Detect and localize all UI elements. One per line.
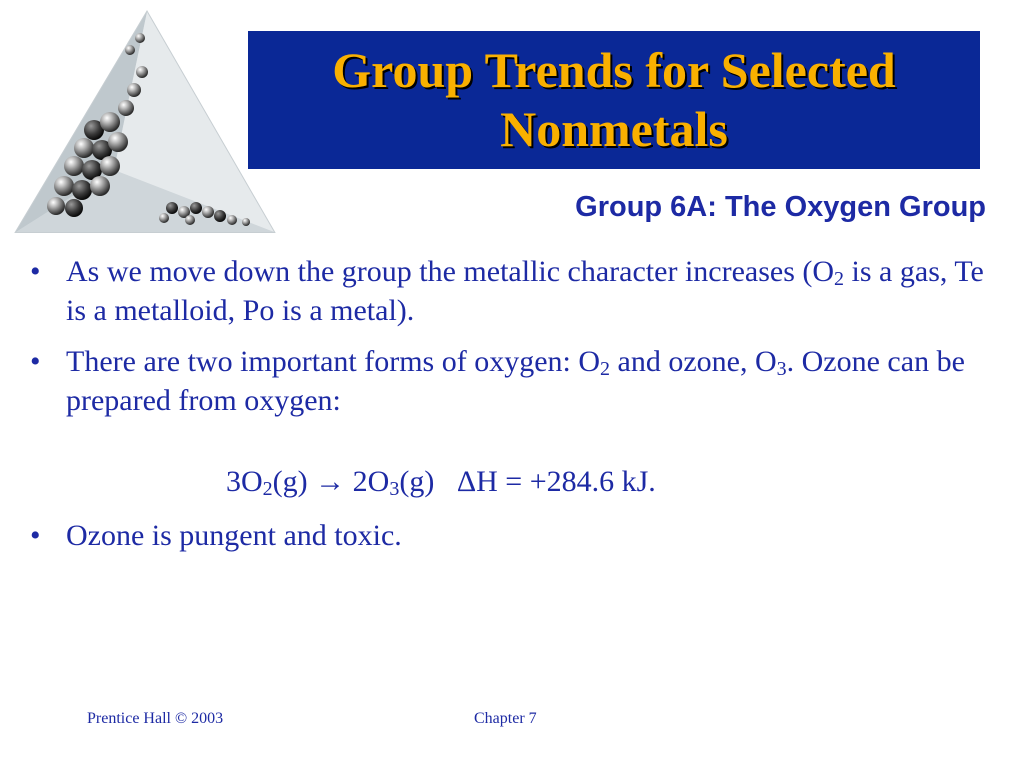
enthalpy-value: +284.6 kJ.	[529, 465, 656, 498]
enthalpy-symbol: ΔH	[456, 465, 498, 498]
footer-copyright: Prentice Hall © 2003	[87, 710, 224, 727]
bullet-marker: •	[30, 345, 41, 378]
bullet-text: Ozone is pungent and toxic.	[66, 519, 402, 552]
reactant-formula: 3O	[226, 465, 263, 498]
title-banner	[248, 31, 980, 169]
list-item	[28, 516, 402, 555]
section-subtitle: Group 6A: The Oxygen Group	[575, 191, 986, 223]
list-item	[28, 252, 998, 330]
page-title: Group Trends for Selected Nonmetals	[332, 42, 896, 157]
bullet-list	[28, 252, 998, 432]
subscript: 3	[776, 358, 787, 380]
subscript: 3	[389, 478, 400, 500]
product-state: (g)	[399, 465, 435, 498]
subscript: 2	[600, 358, 611, 380]
chemical-equation	[226, 462, 656, 502]
footer-chapter: Chapter 7	[474, 710, 537, 727]
bullet-text: As we move down the group the metallic character increases (O	[66, 255, 835, 288]
equals-sign: =	[505, 465, 523, 498]
list-item	[28, 342, 998, 420]
product-formula: 2O	[352, 465, 390, 498]
bullet-marker: •	[30, 519, 41, 552]
bullet-text: and ozone, O	[610, 345, 777, 378]
subscript: 2	[262, 478, 273, 500]
bullet-text: is a gas, Te is a metalloid, Po is a metal).	[66, 255, 984, 327]
bullet-text: There are two important forms of oxygen: O	[66, 345, 601, 378]
subscript: 2	[834, 268, 845, 290]
bullet-text: . Ozone can be prepared from oxygen:	[66, 345, 965, 417]
triangle-logo-icon	[14, 10, 276, 236]
bullet-marker: •	[30, 255, 41, 288]
reaction-arrow: →	[315, 465, 346, 498]
reactant-state: (g)	[272, 465, 308, 498]
